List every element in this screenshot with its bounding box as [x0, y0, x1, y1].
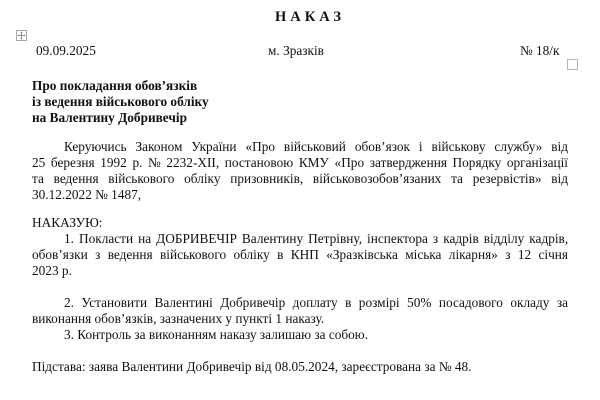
- order-item-3: [32, 327, 568, 343]
- order-city: м. Зразків: [268, 43, 324, 58]
- order-subject: [32, 78, 209, 126]
- text-line: 2. Установити Валентині Добривечір доплату в розмірі 50% посадового окладу за: [64, 295, 568, 310]
- text-line: 3. Контроль за виконанням наказу залишаю за собою.: [64, 327, 369, 342]
- text-line: обов’язки з ведення військового обліку в КНП «Зразківська міська лікарня» з 12 січня: [32, 247, 568, 262]
- footer-basis: Підстава: заява Валентини Добривечір від 08.05.2024, зареєстрована за № 48.: [32, 359, 472, 374]
- subject-line: на Валентину Добривечір: [32, 110, 187, 125]
- table-move-handle-icon[interactable]: [16, 30, 27, 41]
- text-line: 2023 р.: [32, 263, 72, 278]
- text-line: виконання обов’язків, зазначених у пункті 1 наказу.: [32, 311, 325, 326]
- text-line: 30.12.2022 № 1487,: [32, 187, 142, 202]
- text-line: та ведення військового обліку призовників, військовозобов’язаних та резервістів» від: [32, 171, 568, 186]
- text-line: Керуючись Законом України «Про військовий обов’язок і військову службу» від: [64, 139, 568, 154]
- order-date: 09.09.2025: [36, 43, 96, 58]
- order-number: № 18/к: [520, 43, 560, 58]
- text-line: 1. Покласти на ДОБРИВЕЧІР Валентину Петрівну, інспектора з кадрів відділу кадрів,: [64, 231, 569, 246]
- document-title: НАКАЗ: [274, 9, 346, 25]
- table-cell-end-marker: [567, 59, 578, 70]
- order-item-1: [32, 231, 568, 279]
- text-line: 25 березня 1992 р. № 2232-XII, постановою КМУ «Про затвердження Порядку організації: [32, 155, 568, 170]
- order-item-2: [32, 295, 568, 327]
- order-word: НАКАЗУЮ:: [32, 215, 103, 230]
- subject-line: Про покладання обов’язків: [32, 78, 198, 93]
- subject-line: із ведення військового обліку: [32, 94, 209, 109]
- legal-basis-paragraph: [32, 139, 568, 203]
